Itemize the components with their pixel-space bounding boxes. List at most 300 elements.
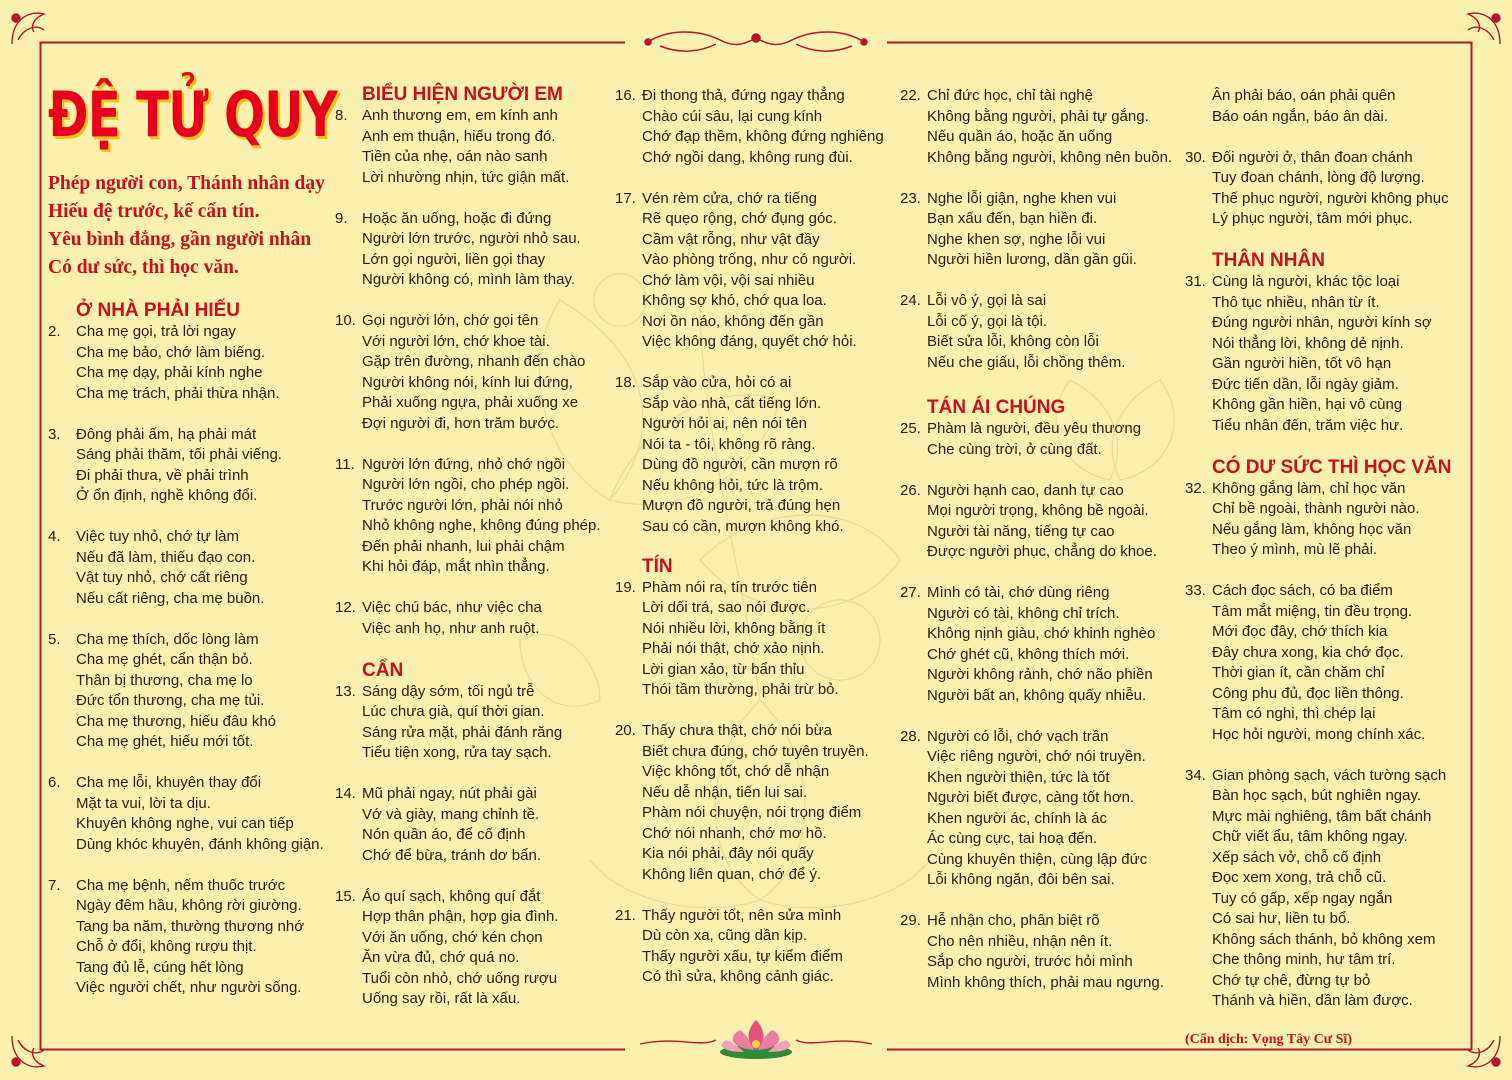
verse [1185, 766, 1485, 1012]
section-heading: BIỂU HIỆN NGƯỜI EM [362, 84, 563, 105]
section-tin [615, 556, 915, 988]
verse-line: Không gần hiền, hại vô cùng [1212, 396, 1403, 413]
verse-lines [76, 322, 348, 404]
verse-line: Rẽ quẹo rộng, chớ đụng góc. [642, 210, 837, 227]
section-bieu-hien-nguoi-em [335, 84, 625, 639]
verse-line: Đông phải ấm, hạ phải mát [76, 425, 257, 443]
verse-lines [642, 189, 915, 353]
verse-line: Cách đọc sách, có ba điểm [1212, 582, 1393, 599]
verse-line: Sáng dậy sớm, tối ngủ trễ [362, 682, 535, 700]
verse-number: 16. [615, 87, 636, 104]
verse-line: Che cùng trời, ở cùng đất. [927, 440, 1102, 458]
verse-line: Gọi người lớn, chớ gọi tên [362, 312, 539, 329]
verse-line: Bạn xấu đến, bạn hiền đi. [927, 210, 1098, 227]
verse-number: 32. [1185, 479, 1206, 497]
verse-line: Mượn đồ người, trả đúng hẹn [642, 497, 841, 514]
verse-line: Lý phục người, tâm mới phục. [1212, 210, 1413, 227]
verse-line: Dùng đồ người, cần mượn rõ [642, 456, 838, 473]
column-3 [615, 86, 915, 1008]
verse-number: 20. [615, 722, 636, 739]
verse-line: Kia nói phải, đây nói quấy [642, 845, 814, 862]
verse-number: 33. [1185, 582, 1206, 599]
verse [335, 455, 625, 578]
verse [1185, 272, 1485, 436]
verse-number: 6. [48, 774, 61, 791]
verse-line: Thời gian ít, cần chăm chỉ [1212, 664, 1385, 681]
verse [48, 630, 348, 753]
verse-line: Cha mẹ lỗi, khuyên thay đổi [76, 774, 262, 791]
verse-line: Nói nhiều lời, không bằng ít [642, 619, 826, 637]
verse-line: Việc chú bác, như việc cha [362, 599, 542, 616]
verse [48, 425, 348, 507]
verse-lines [642, 86, 915, 168]
verse-line: Người bất an, không quấy nhiễu. [927, 686, 1147, 704]
verse-line: Việc tuy nhỏ, chớ tự làm [76, 528, 240, 545]
verse-line: Chớ ngồi dang, không rung đùi. [642, 148, 853, 166]
verse-line: Nếu gắng làm, không học văn [1212, 520, 1412, 538]
verse-line: Thấy người tốt, nên sửa mình [642, 906, 842, 924]
verse-line: Người tài năng, tiếng tự cao [927, 522, 1115, 540]
verse-line: Với người lớn, chớ khoe tài. [362, 332, 550, 350]
verse-line: Tâm có nghi, thì chép lại [1212, 705, 1376, 722]
verse-lines [927, 291, 1200, 373]
verse-number: 14. [335, 785, 356, 802]
verse-number: 10. [335, 312, 356, 329]
verse-lines [927, 583, 1200, 706]
verse-line: Tang ba năm, thường thương nhớ [76, 917, 305, 935]
verse-line: Mặt ta vui, lời ta dịu. [76, 794, 211, 812]
verse-line: Người lớn đứng, nhỏ chớ ngồi [362, 455, 566, 473]
verse [900, 419, 1200, 460]
verse-line: Vật tuy nhỏ, chớ cất riêng [76, 569, 248, 586]
section-tin-cont [900, 86, 1200, 373]
verse-number: 22. [900, 87, 921, 104]
column-4 [900, 86, 1200, 1014]
verse-line: Anh em thuận, hiếu trong đó. [362, 127, 556, 145]
verse-line: Biết chưa đúng, chớ tuyên truyền. [642, 742, 869, 760]
verse-line: Tiền của nhẹ, oán nào sanh [362, 148, 548, 165]
verse-line: Gian phòng sạch, vách tường sạch [1212, 766, 1447, 784]
verse-line: Việc anh họ, như anh ruột. [362, 619, 540, 637]
verse-line: Vào phòng trống, như có người. [642, 251, 857, 268]
verse-line: Lỗi không ngăn, đôi bên sai. [927, 871, 1115, 888]
verse [335, 784, 625, 866]
verse [48, 527, 348, 609]
verse-line: Cầm vật rỗng, như vật đầy [642, 230, 820, 248]
verse-line: Tuy đoan chánh, lòng độ lượng. [1212, 169, 1425, 186]
verse-lines [362, 209, 625, 291]
verse-lines [76, 527, 348, 609]
verse-line: Lúc chưa già, quí thời gian. [362, 703, 545, 720]
verse-line: Uống say rồi, rất là xấu. [362, 990, 521, 1007]
verse-line: Mình có tài, chớ dùng riêng [927, 584, 1110, 601]
verse-line: Không gắng làm, chỉ học văn [1212, 479, 1406, 497]
verse-line: Tang đủ lễ, cúng hết lòng [76, 958, 244, 976]
verse-line: Nếu che giấu, lỗi chồng thêm. [927, 353, 1126, 371]
verse-line: Thế phục người, người không phục [1212, 189, 1449, 207]
verse-line: Chỗ ở đổi, không rượu thịt. [76, 938, 257, 955]
verse-number: 12. [335, 599, 356, 616]
verse-number: 7. [48, 876, 61, 894]
verse-line: Sáng rửa mặt, phải đánh răng [362, 723, 563, 741]
verse-line: Đi thong thả, đứng ngay thẳng [642, 87, 845, 104]
verse-line: Phàm là người, đều yêu thương [927, 420, 1142, 437]
verse-line: Mọi người trọng, không bề ngoài. [927, 502, 1149, 519]
verse-line: Nói thẳng lời, không dẻ nịnh. [1212, 334, 1404, 352]
verse-line: Gặp trên đường, nhanh đến chào [362, 353, 586, 370]
verse-line: Đối người ở, thân đoan chánh [1212, 148, 1413, 166]
verse-line: Đọc xem xong, trả chỗ cũ. [1212, 869, 1387, 886]
verse-line: Có thì sửa, không cảnh giác. [642, 968, 834, 985]
verse-line: Không bằng người, không nên buồn. [927, 148, 1173, 166]
verse [615, 578, 915, 701]
verse-line: Đức tổn thương, cha mẹ tủi. [76, 692, 265, 709]
verse [1185, 86, 1485, 127]
verse-lines [1212, 86, 1485, 127]
verse-number: 24. [900, 292, 921, 309]
verse-line: Không sợ khó, chớ qua loa. [642, 292, 827, 309]
verse-line: Sắp vào cửa, hỏi có ai [642, 374, 792, 391]
verse-lines [642, 578, 915, 701]
verse-line: Khuyên không nghe, vui can tiếp [76, 815, 294, 832]
verse-lines [927, 189, 1200, 271]
verse-line: Nón quần áo, để cố định [362, 826, 526, 843]
verse-line: Phải nói thật, chớ xảo nịnh. [642, 640, 825, 657]
section-heading: CÓ DƯ SỨC THÌ HỌC VĂN [1212, 456, 1452, 478]
section-o-nha-phai-hieu [48, 300, 348, 999]
verse-line: Với ăn uống, chớ kén chọn [362, 928, 543, 946]
verse-line: Lỗi cố ý, gọi là tội. [927, 312, 1048, 330]
verse-line: Sắp vào nhà, cất tiếng lớn. [642, 394, 822, 412]
verse-line: Cho nên nhiều, nhận nên ít. [927, 932, 1113, 950]
verse-lines [362, 311, 625, 434]
verse [1185, 479, 1485, 561]
verse-line: Hợp thân phận, hợp gia đình. [362, 908, 559, 925]
verse-line: Lỗi vô ý, gọi là sai [927, 292, 1047, 309]
verse-lines [927, 481, 1200, 563]
verse-line: Học hỏi người, mong chính xác. [1212, 725, 1426, 743]
verse-line: Mũ phải ngay, nút phải gài [362, 785, 537, 802]
verse [900, 481, 1200, 563]
verse-line: Đi phải thưa, về phải trình [76, 466, 249, 484]
verse-line: Chào cúi sâu, lại cung kính [642, 107, 823, 125]
verse-line: Nhỏ không nghe, không đúng phép. [362, 517, 601, 534]
verse-lines [927, 911, 1200, 993]
verse-lines [362, 682, 625, 764]
verse-line: Ác cùng cực, tai hoạ đến. [927, 830, 1098, 847]
verse-line: Được người phục, chẳng do khoe. [927, 543, 1157, 560]
verse-line: Không sách thánh, bỏ không xem [1212, 930, 1436, 948]
verse-line: Chớ đạp thềm, không đứng nghiêng [642, 128, 884, 145]
verse-line: Đúng người nhân, người kính sợ [1212, 314, 1432, 331]
verse-line: Nghe khen sợ, nghe lỗi vui [927, 230, 1106, 248]
verse-number: 23. [900, 189, 921, 207]
verse-line: Chỉ bề ngoài, thành người nào. [1212, 500, 1420, 517]
verse-line: Lời dối trá, sao nói được. [642, 599, 811, 616]
verse-line: Không bằng người, phải tự gắng. [927, 107, 1149, 125]
section-tan-ai-chung [900, 397, 1200, 993]
verse-line: Thánh và hiền, dần làm được. [1212, 992, 1413, 1009]
verse-line: Cùng là người, khác tộc loại [1212, 273, 1400, 290]
verse-number: 29. [900, 912, 921, 929]
verse [335, 598, 625, 639]
verse-line: Thô tục nhiều, nhân từ ít. [1212, 293, 1380, 311]
verse-lines [362, 887, 625, 1010]
verse-lines [362, 784, 625, 866]
verse-line: Báo oán ngắn, báo ân dài. [1212, 107, 1388, 125]
verse-line: Ân phải báo, oán phải quên [1212, 87, 1396, 104]
section-can-cont [615, 86, 915, 537]
verse [335, 682, 625, 764]
verse [48, 773, 348, 855]
verse-line: Khen người thiện, tức là tốt [927, 768, 1110, 786]
translator-credit: (Cẩn dịch: Vọng Tây Cư Sĩ) [1185, 1032, 1352, 1047]
verse-line: Vén rèm cửa, chớ ra tiếng [642, 189, 817, 207]
verse [900, 189, 1200, 271]
verse-line: Nếu dễ nhận, tiến lui sai. [642, 783, 808, 801]
verse-line: Gần người hiền, tốt vô hạn [1212, 355, 1392, 372]
section-heading: Ở NHÀ PHẢI HIẾU [76, 300, 240, 321]
verse-line: Việc riêng người, chớ nói truyền. [927, 748, 1146, 765]
verse-line: Che thông minh, hư tâm trí. [1212, 951, 1396, 968]
intro-line: Có dư sức, thì học văn. [48, 257, 239, 278]
verse-line: Người lớn trước, người nhỏ sau. [362, 230, 581, 247]
verse-line: Nếu cất riêng, cha mẹ buồn. [76, 589, 265, 607]
verse-line: Người hỏi ai, nên nói tên [642, 415, 807, 432]
verse-lines [1212, 272, 1485, 436]
verse-lines [1212, 479, 1485, 561]
verse [900, 583, 1200, 706]
column-5 [1185, 86, 1485, 1048]
verse-number: 11. [335, 455, 355, 473]
verse-number: 8. [335, 107, 348, 124]
verse-line: Chớ tự chê, đừng tự bỏ [1212, 971, 1371, 989]
verse-line: Vớ và giày, mang chỉnh tề. [362, 805, 540, 823]
verse-line: Cha mẹ bệnh, nếm thuốc trước [76, 876, 286, 894]
verse-line: Tâm mắt miệng, tin đều trọng. [1212, 602, 1413, 620]
section-than-nhan [1185, 250, 1485, 436]
verse-line: Đây chưa xong, kia chớ đọc. [1212, 643, 1404, 661]
verse-line: Hễ nhận cho, phân biệt rõ [927, 912, 1100, 929]
section-heading: THÂN NHÂN [1212, 250, 1325, 271]
intro-line: Yêu bình đẳng, gần người nhân [48, 229, 312, 250]
verse-line: Mới đọc đây, chớ thích kia [1212, 623, 1388, 640]
verse-line: Đến phải nhanh, lui phải chậm [362, 537, 565, 555]
verse-line: Anh thương em, em kính anh [362, 107, 558, 124]
verse-line: Người không nói, kính lui đứng, [362, 373, 573, 391]
section-co-du-suc-thi-hoc-van [1185, 457, 1485, 1012]
verse-line: Thấy chưa thật, chớ nói bừa [642, 722, 833, 739]
corner-ornament-top-right [1468, 13, 1500, 44]
verse [900, 291, 1200, 373]
verse-line: Thấy người xấu, tự kiểm điểm [642, 947, 843, 965]
verse-line: Cùng khuyên thiện, cùng lập đức [927, 850, 1148, 868]
verse-line: Đợi người đi, hơn trăm bước. [362, 414, 559, 432]
verse-lines [1212, 581, 1485, 745]
verse-line: Khen người ác, chính là ác [927, 809, 1107, 827]
verse [335, 311, 625, 434]
verse-line: Cha mẹ thích, dốc lòng làm [76, 630, 259, 648]
section-tan-ai-chung-cont [1185, 86, 1485, 230]
verse-lines [927, 86, 1200, 168]
verse-line: Xếp sách vở, chỗ cố định [1212, 848, 1382, 866]
verse-lines [1212, 766, 1485, 1012]
section-heading: TÁN ÁI CHÚNG [927, 397, 1066, 418]
verse-lines [927, 419, 1200, 460]
verse-lines [642, 906, 915, 988]
verse-lines [76, 876, 348, 999]
verse [900, 727, 1200, 891]
verse-line: Không liên quan, chớ để ý. [642, 865, 822, 883]
verse-line: Ngày đêm hầu, không rời giường. [76, 897, 302, 914]
verse-line: Sắp cho người, trước hỏi mình [927, 953, 1133, 970]
verse-number: 31. [1185, 273, 1206, 290]
section-can [335, 660, 625, 1010]
verse-line: Áo quí sạch, không quí đắt [362, 887, 541, 905]
verse-line: Chớ làm vội, vội sai nhiều [642, 271, 815, 289]
verse-line: Người có tài, không chỉ trích. [927, 604, 1120, 622]
verse-line: Bàn học sạch, bút nghiên ngay. [1212, 787, 1422, 804]
verse [48, 876, 348, 999]
verse-line: Người lớn ngồi, cho phép ngồi. [362, 476, 570, 493]
verse-line: Sáng phải thăm, tối phải viếng. [76, 446, 282, 463]
verse-line: Người có lỗi, chớ vạch trần [927, 727, 1109, 745]
verse-line: Hoặc ăn uống, hoặc đi đứng [362, 209, 552, 227]
poster-content [40, 42, 1472, 1050]
verse-line: Lời nhường nhịn, tức giận mất. [362, 168, 570, 186]
verse-line: Biết sửa lỗi, không còn lỗi [927, 333, 1099, 350]
verse-line: Dùng khóc khuyên, đánh không giận. [76, 835, 324, 853]
verse-line: Phàm nói chuyện, nói trọng điểm [642, 804, 862, 821]
verse-line: Thói tầm thường, phải trừ bỏ. [642, 681, 839, 698]
verse-line: Sau có cần, mượn không khó. [642, 517, 844, 535]
verse-number: 9. [335, 209, 348, 227]
verse-line: Lớn gọi người, liền gọi thay [362, 250, 546, 268]
section-heading: TÍN [642, 555, 673, 577]
verse [335, 887, 625, 1010]
verse-line: Cha mẹ dạy, phải kính nghe [76, 364, 263, 381]
verse [615, 189, 915, 353]
verse-number: 26. [900, 481, 921, 499]
section-heading: CẨN [362, 659, 404, 681]
verse-line: Cha mẹ ghét, cẩn thận bỏ. [76, 651, 253, 668]
verse-number: 13. [335, 682, 356, 700]
verse-line: Người không có, mình làm thay. [362, 271, 576, 288]
verse-lines [642, 721, 915, 885]
verse [615, 721, 915, 885]
verse-line: Mình không thích, phải mau ngưng. [927, 973, 1164, 991]
verse-number: 27. [900, 584, 921, 601]
verse-line: Người hiền lương, dần gần gũi. [927, 251, 1137, 268]
verse-line: Phải xuống ngựa, phải xuống xe [362, 394, 579, 411]
verse-lines [76, 773, 348, 855]
verse-line: Trước người lớn, phải nói nhỏ [362, 496, 563, 514]
verse-lines [362, 455, 625, 578]
verse-line: Khi hỏi đáp, mắt nhìn thẳng. [362, 558, 550, 575]
verse-line: Chớ để bừa, tránh dơ bẩn. [362, 846, 541, 864]
verse-line: Cha mẹ ghét, hiếu mới tốt. [76, 733, 254, 750]
verse-line: Nói ta - tôi, không rõ ràng. [642, 435, 816, 453]
verse-line: Thân bị thương, cha mẹ lo [76, 671, 253, 689]
verse-number: 21. [615, 906, 636, 924]
verse-line: Việc người chết, như người sống. [76, 979, 302, 996]
verse-number: 4. [48, 528, 61, 545]
intro-line: Phép người con, Thánh nhân dạy [48, 173, 325, 194]
verse-line: Tiểu tiện xong, rửa tay sạch. [362, 744, 552, 761]
verse [615, 906, 915, 988]
verse [335, 209, 625, 291]
verse-line: Chữ viết ẩu, tâm không ngay. [1212, 828, 1408, 845]
verse-line: Theo ý mình, mù lẽ phải. [1212, 541, 1378, 558]
verse-line: Cha mẹ thương, hiếu đâu khó [76, 712, 277, 730]
verse-number: 15. [335, 887, 356, 905]
verse-lines [362, 106, 625, 188]
verse-line: Chớ ghét cũ, không thích mới. [927, 645, 1130, 663]
verse-line: Cha mẹ bảo, chớ làm biếng. [76, 343, 266, 361]
verse-lines [1212, 148, 1485, 230]
verse-lines [642, 373, 915, 537]
verse-line: Nếu quần áo, hoặc ăn uống [927, 128, 1113, 145]
verse-number: 34. [1185, 766, 1206, 784]
verse-line: Ở ổn định, nghề không đổi. [76, 487, 258, 504]
verse-line: Tiểu nhân đến, trăm việc hư. [1212, 416, 1404, 434]
verse-line: Nơi ồn náo, không đến gần [642, 312, 824, 330]
verse [615, 373, 915, 537]
verse-line: Nếu đã làm, thiếu đạo con. [76, 548, 256, 566]
verse-line: Người biết được, càng tốt hơn. [927, 789, 1135, 806]
verse [1185, 148, 1485, 230]
verse [900, 911, 1200, 993]
verse [615, 86, 915, 168]
verse [335, 106, 625, 188]
verse-line: Lời gian xảo, từ bẩn thỉu [642, 660, 805, 678]
verse-line: Phàm nói ra, tín trước tiên [642, 578, 817, 596]
verse-number: 19. [615, 578, 636, 596]
verse-line: Nghe lỗi giận, nghe khen vui [927, 189, 1117, 207]
column-1 [48, 42, 348, 1019]
verse-line: Không nịnh giàu, chớ khinh nghèo [927, 625, 1156, 642]
verse [1185, 581, 1485, 745]
verse-line: Cha mẹ trách, phải thừa nhận. [76, 384, 280, 402]
verse-number: 2. [48, 323, 61, 340]
verse-line: Đức tiến dần, lỗi ngày giảm. [1212, 375, 1399, 393]
verse-line: Tuổi còn nhỏ, chớ uống rượu [362, 969, 558, 987]
column-2 [335, 84, 625, 1030]
verse-lines [927, 727, 1200, 891]
verse-number: 3. [48, 425, 61, 443]
verse-line: Cha mẹ gọi, trả lời ngay [76, 323, 236, 340]
page-title: ĐỆ TỬ QUY [48, 78, 338, 151]
intro-verse [48, 170, 348, 282]
verse-line: Chỉ đức học, chỉ tài nghệ [927, 87, 1093, 104]
verse-line: Chớ nói nhanh, chớ mơ hồ. [642, 824, 827, 842]
verse-line: Nếu không hỏi, tức là trộm. [642, 476, 823, 494]
verse-line: Người không rảnh, chớ não phiền [927, 666, 1153, 683]
verse-line: Có sai hư, liền tu bổ. [1212, 910, 1351, 927]
verse-number: 28. [900, 727, 921, 745]
verse-line: Việc không đáng, quyết chớ hỏi. [642, 333, 857, 350]
verse-line: Dù còn xa, cũng dần kịp. [642, 927, 808, 944]
verse-lines [362, 598, 625, 639]
verse-line: Công phu đủ, đọc liền thông. [1212, 684, 1404, 702]
verse-line: Tuy có gấp, xếp ngay ngắn [1212, 889, 1393, 907]
corner-ornament-top-left [12, 13, 44, 44]
verse-line: Mực mài nghiêng, tâm bất chánh [1212, 807, 1432, 825]
verse-line: Việc không tốt, chớ dễ nhận [642, 763, 830, 780]
verse [48, 322, 348, 404]
verse-number: 30. [1185, 148, 1206, 166]
verse-lines [76, 630, 348, 753]
